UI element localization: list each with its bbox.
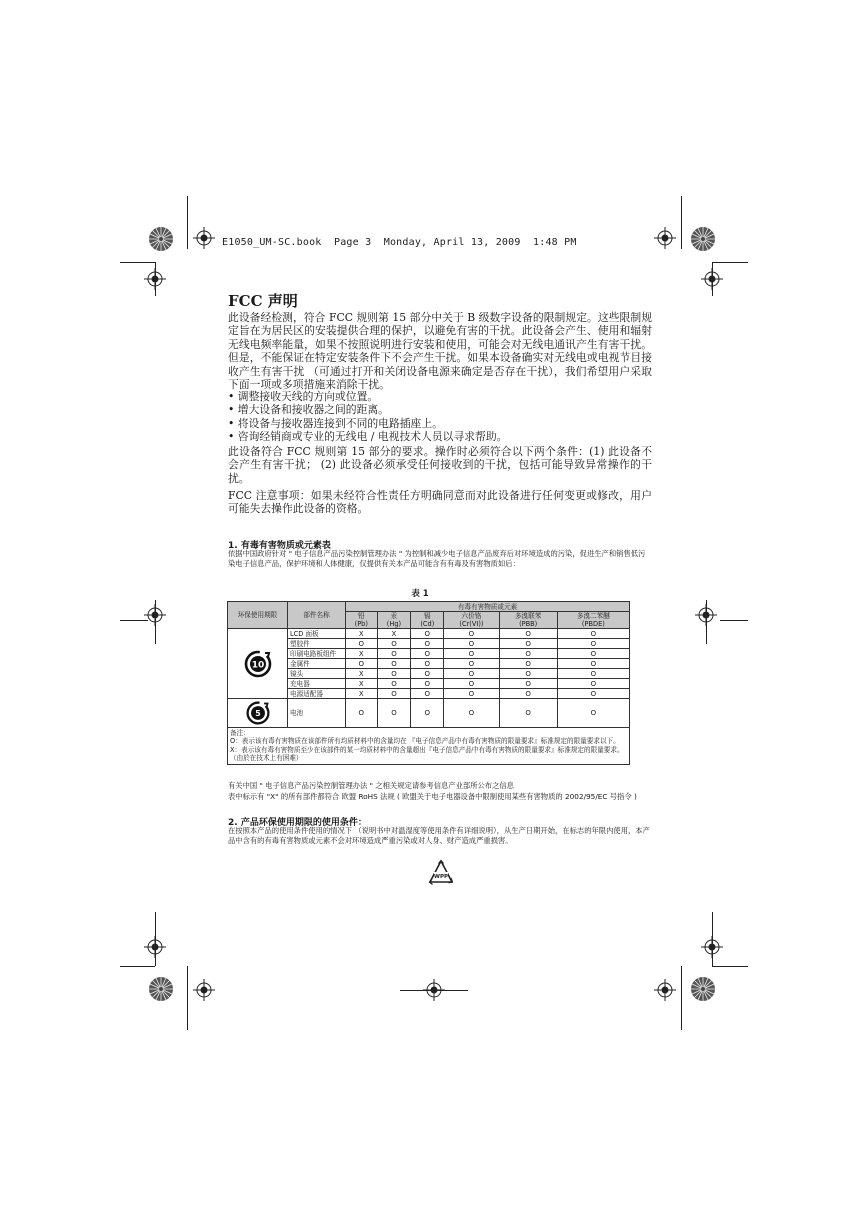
header-part: 部件名称: [288, 602, 346, 629]
fcc-paragraph-2: 此设备符合 FCC 规则第 15 部分的要求。操作时必须符合以下两个条件：(1) 此设备不会产生有害干扰； (2) 此设备必须承受任何接收到的干扰，包括可能导致异常操作的干扰。: [228, 445, 652, 485]
header-substance-group: 有毒有害物质或元素: [346, 602, 630, 612]
substance-header: 镉 (Cd): [411, 612, 444, 629]
registration-mark-icon: [701, 936, 723, 958]
substance-value: O: [411, 659, 444, 669]
table-row: [228, 679, 630, 689]
epup-logo-cell: [228, 629, 288, 699]
substance-value: O: [499, 689, 557, 699]
substance-value: O: [444, 669, 499, 679]
substance-value: O: [499, 649, 557, 659]
substance-value: O: [557, 699, 629, 728]
epup-logo-cell: [228, 699, 288, 728]
starburst-mark-icon: [690, 226, 716, 252]
substance-value: X: [346, 669, 378, 679]
substance-value: O: [346, 699, 378, 728]
substance-value: O: [499, 639, 557, 649]
substance-value: O: [557, 679, 629, 689]
substance-value: O: [444, 689, 499, 699]
table-notes: 备注： O：表示该有毒有害物质在该部件所有均质材料中的含量均在 『电子信息产品中有毒有害物质的限量要求』标准规定的限量要求以下。 X：表示该有毒有害物质至少在该部件的某一均质材料中的含量超出『电子信息产品中有毒有害物质的限量要求』标准规定的限量要求。（由於在技术上有困难）: [228, 728, 630, 765]
part-name: 塑胶件: [288, 639, 346, 649]
substance-value: O: [499, 629, 557, 639]
substance-value: O: [557, 689, 629, 699]
epup-period-icon: [245, 700, 271, 726]
substance-value: X: [346, 679, 378, 689]
substance-value: O: [499, 699, 557, 728]
substance-value: O: [411, 689, 444, 699]
substance-value: O: [411, 669, 444, 679]
substance-value: O: [444, 629, 499, 639]
substance-value: O: [377, 679, 411, 689]
print-slug: E1050_UM-SC.book Page 3 Monday, April 13, 2009 1:48 PM: [222, 237, 577, 248]
wpp-recycle-icon: [426, 858, 456, 888]
epup-years: 10: [251, 660, 264, 670]
substance-value: O: [557, 629, 629, 639]
table-row: [228, 699, 630, 728]
substance-value: O: [377, 699, 411, 728]
substance-value: O: [377, 659, 411, 669]
substance-value: O: [346, 659, 378, 669]
part-name: LCD 面板: [288, 629, 346, 639]
substance-value: O: [557, 649, 629, 659]
section2-text: 在按照本产品的使用条件使用的情况下 （说明书中对温湿度等使用条件有详细说明），从生产日期开始，在标志的年限内使用，本产品中含有的有毒有害物质或元素不会对环境造成严重污染或对人身、财产造成严重损害。: [228, 826, 650, 845]
substance-value: O: [346, 639, 378, 649]
list-item: • 增大设备和接收器之间的距离。: [228, 403, 389, 417]
registration-mark-icon: [193, 979, 215, 1001]
fcc-bullet-list: [228, 390, 648, 444]
substance-value: O: [557, 659, 629, 669]
substance-value: O: [499, 669, 557, 679]
registration-mark-icon: [423, 979, 445, 1001]
registration-mark-icon: [654, 979, 676, 1001]
registration-mark-icon: [144, 936, 166, 958]
table-row: [228, 659, 630, 669]
table-row: [228, 639, 630, 649]
substance-value: O: [411, 649, 444, 659]
list-item: • 咨询经销商或专业的无线电 / 电视技术人员以寻求帮助。: [228, 430, 508, 444]
substance-value: X: [346, 689, 378, 699]
table-row: [228, 689, 630, 699]
after-table-note-1: 有关中国 " 电子信息产品污染控制管理办法 " 之相关规定请参考信息产业部所公布之信息: [228, 781, 514, 790]
wpp-label: WPP: [433, 874, 449, 880]
starburst-mark-icon: [690, 976, 716, 1002]
substance-value: O: [411, 699, 444, 728]
part-name: 印刷电路板组件: [288, 649, 346, 659]
substance-value: O: [444, 679, 499, 689]
substance-header: 汞 (Hg): [377, 612, 411, 629]
table-row: [228, 629, 630, 639]
starburst-mark-icon: [148, 226, 174, 252]
substance-value: O: [377, 639, 411, 649]
part-name: 镜头: [288, 669, 346, 679]
substance-header: 六价铬 (Cr(VI)): [444, 612, 499, 629]
table-row: [228, 649, 630, 659]
part-name: 电源适配器: [288, 689, 346, 699]
fcc-paragraph-3: FCC 注意事项：如果未经符合性责任方明确同意而对此设备进行任何变更或修改，用户可能失去操作此设备的资格。: [228, 489, 652, 516]
part-name: 充电器: [288, 679, 346, 689]
epup-period-icon: [243, 649, 273, 679]
epup-years: 5: [254, 709, 261, 719]
part-name: 电池: [288, 699, 346, 728]
substance-value: O: [444, 639, 499, 649]
registration-mark-icon: [193, 227, 215, 249]
substance-value: O: [499, 659, 557, 669]
substance-value: O: [377, 669, 411, 679]
hazardous-substance-table: [227, 601, 630, 765]
section-heading-hazardous: 1. 有毒有害物质或元素表: [228, 541, 331, 551]
registration-mark-icon: [695, 604, 717, 626]
registration-mark-icon: [654, 227, 676, 249]
substance-value: X: [346, 629, 378, 639]
substance-value: O: [444, 699, 499, 728]
substance-value: O: [557, 639, 629, 649]
header-period: 环保使用期限: [228, 602, 288, 629]
table-row: [228, 669, 630, 679]
substance-value: O: [557, 669, 629, 679]
part-name: 金属件: [288, 659, 346, 669]
substance-value: X: [346, 649, 378, 659]
substance-header: 多溴二苯醚 (PBDE): [557, 612, 629, 629]
substance-header: 多溴联苯 (PBB): [499, 612, 557, 629]
registration-mark-icon: [144, 604, 166, 626]
substance-value: O: [377, 689, 411, 699]
list-item: • 将设备与接收器连接到不同的电路插座上。: [228, 416, 443, 430]
registration-mark-icon: [701, 268, 723, 290]
substance-value: X: [377, 629, 411, 639]
page-title: FCC 声明: [228, 292, 298, 310]
list-item: • 调整接收天线的方向或位置。: [228, 390, 379, 403]
substance-value: O: [411, 639, 444, 649]
substance-value: O: [411, 679, 444, 689]
table-caption: 表 1: [411, 589, 429, 599]
after-table-note-2: 表中标示有 "X" 的所有部件都符合 欧盟 RoHS 法规 ( 欧盟关于电子电器设备中限制使用某些有害物质的 2002/95/EC 号指令 ): [228, 792, 637, 801]
registration-mark-icon: [144, 268, 166, 290]
starburst-mark-icon: [148, 976, 174, 1002]
substance-value: O: [444, 649, 499, 659]
substance-header: 铅 (Pb): [346, 612, 378, 629]
substance-value: O: [499, 679, 557, 689]
section-intro: 依据中国政府针对 " 电子信息产品污染控制管理办法 " 为控制和减少电子信息产品废弃后对环境造成的污染，促进生产和销售低污染电子信息产品，保护环境和人体健康，仅提供有关本产品可能含有有毒及有害物质如后：: [228, 549, 646, 568]
substance-value: O: [411, 629, 444, 639]
substance-value: O: [444, 659, 499, 669]
section-heading-usage-period: 2. 产品环保使用期限的使用条件：: [228, 818, 367, 828]
fcc-paragraph-1: 此设备经检测，符合 FCC 规则第 15 部分中关于 B 级数字设备的限制规定。这些限制规定旨在为居民区的安装提供合理的保护，以避免有害的干扰。此设备会产生、使用和辐射无线电频率能量，如果不按照说明进行安装和使用，可能会对无线电通讯产生有害干扰。但是，不能保证在特定安装条件下不会产生干扰。如果本设备确实对无线电或电视节目接收产生有害干扰 （可通过打开和关闭设备电源来确定是否存在干扰），我们希望用户采取下面一项或多项措施来消除干扰。: [228, 311, 652, 392]
substance-value: O: [377, 649, 411, 659]
